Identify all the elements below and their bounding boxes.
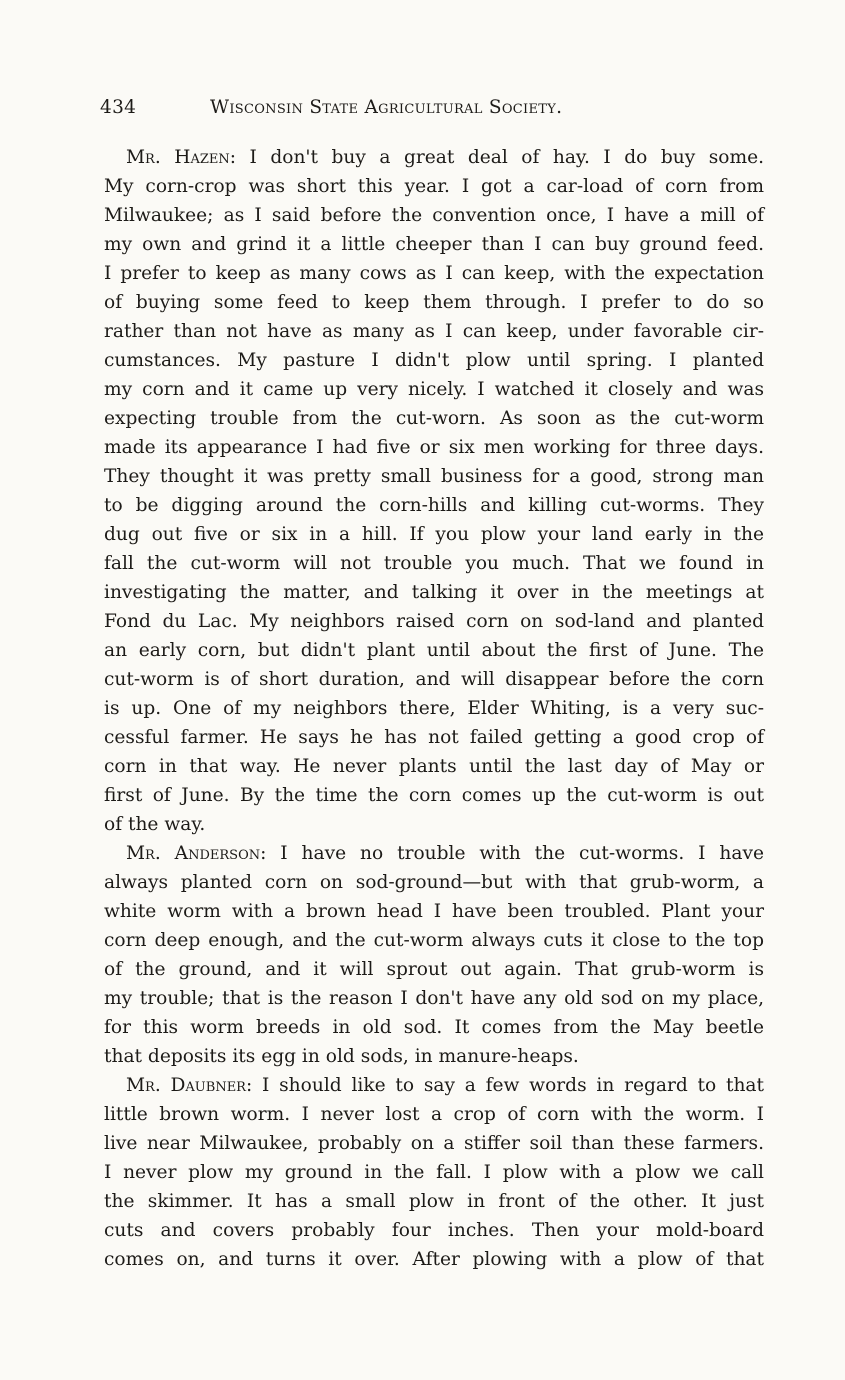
line-text: little brown worm. I never lost a crop of corn with the worm. I: [104, 1104, 764, 1125]
line-text: corn in that way. He never plants until the last day of May or: [104, 756, 764, 777]
line-text: my own and grind it a little cheeper than I can buy ground feed.: [104, 234, 764, 255]
text-line: [104, 172, 764, 201]
text-line: [104, 723, 764, 752]
line-text: is up. One of my neighbors there, Elder Whiting, is a very suc-: [104, 698, 764, 719]
line-text: I prefer to keep as many cows as I can keep, with the expectation: [104, 263, 764, 284]
line-text: : I don't buy a great deal of hay. I do buy some.: [229, 147, 764, 168]
text-line: [104, 462, 764, 491]
text-line: [104, 520, 764, 549]
line-text: My corn-crop was short this year. I got a car-load of corn from: [104, 176, 764, 197]
text-line: [104, 404, 764, 433]
line-text: cut-worm is of short duration, and will disappear before the corn: [104, 669, 764, 690]
text-line: [104, 346, 764, 375]
text-line: [104, 1245, 764, 1274]
line-text: of buying some feed to keep them through. I prefer to do so: [104, 292, 764, 313]
text-line: [104, 781, 764, 810]
line-text: my trouble; that is the reason I don't have any old sod on my place,: [104, 988, 764, 1009]
line-text: to be digging around the corn-hills and killing cut-worms. They: [104, 495, 764, 516]
text-line: [104, 984, 764, 1013]
line-text: always planted corn on sod-ground—but with that grub-worm, a: [104, 872, 764, 893]
speaker-name: Mr. Anderson: [126, 843, 261, 864]
text-line: [104, 607, 764, 636]
text-line: [104, 1187, 764, 1216]
line-text: I never plow my ground in the fall. I plow with a plow we call: [104, 1162, 764, 1183]
text-line: [104, 549, 764, 578]
line-text: Fond du Lac. My neighbors raised corn on sod-land and planted: [104, 611, 764, 632]
text-line: [104, 433, 764, 462]
line-text: comes on, and turns it over. After plowing with a plow of that: [104, 1249, 764, 1270]
line-text: for this worm breeds in old sod. It comes from the May beetle: [104, 1017, 764, 1038]
line-text: rather than not have as many as I can keep, under favorable cir-: [104, 321, 764, 342]
text-line: [104, 1042, 764, 1071]
line-text: cumstances. My pasture I didn't plow until spring. I planted: [104, 350, 764, 371]
text-line: [104, 259, 764, 288]
line-text: They thought it was pretty small business for a good, strong man: [104, 466, 764, 487]
line-text: of the way.: [104, 814, 206, 835]
line-text: cessful farmer. He says he has not failed getting a good crop of: [104, 727, 764, 748]
text-line: [104, 665, 764, 694]
text-line: [104, 752, 764, 781]
line-text: cuts and covers probably four inches. Then your mold-board: [104, 1220, 764, 1241]
text-line: [104, 1158, 764, 1187]
line-text: live near Milwaukee, probably on a stiffer soil than these farmers.: [104, 1133, 764, 1154]
text-line: [104, 897, 764, 926]
running-title: Wisconsin State Agricultural Society.: [210, 97, 563, 118]
speaker-name: Mr. Daubner: [126, 1075, 246, 1096]
text-line: [104, 317, 764, 346]
text-line: [104, 201, 764, 230]
line-text: expecting trouble from the cut-worn. As soon as the cut-worm: [104, 408, 764, 429]
line-text: : I have no trouble with the cut-worms. I have: [260, 843, 765, 864]
text-line: [104, 375, 764, 404]
text-line: [104, 1013, 764, 1042]
page-header: [100, 97, 760, 118]
text-line: [104, 1071, 764, 1100]
page-number: 434: [100, 97, 137, 118]
text-line: [104, 1100, 764, 1129]
text-line: [104, 230, 764, 259]
text-line: [104, 1129, 764, 1158]
line-text: investigating the matter, and talking it over in the meetings at: [104, 582, 764, 603]
text-line: [104, 288, 764, 317]
line-text: the skimmer. It has a small plow in front of the other. It just: [104, 1191, 764, 1212]
line-text: white worm with a brown head I have been troubled. Plant your: [104, 901, 764, 922]
text-line: [104, 868, 764, 897]
line-text: an early corn, but didn't plant until about the first of June. The: [104, 640, 764, 661]
text-line: [104, 1216, 764, 1245]
text-line: [104, 926, 764, 955]
text-line: [104, 810, 764, 839]
line-text: fall the cut-worm will not trouble you much. That we found in: [104, 553, 764, 574]
line-text: that deposits its egg in old sods, in manure-heaps.: [104, 1046, 579, 1067]
text-line: [104, 491, 764, 520]
text-line: [104, 955, 764, 984]
line-text: of the ground, and it will sprout out again. That grub-worm is: [104, 959, 764, 980]
line-text: Milwaukee; as I said before the convention once, I have a mill of: [104, 205, 764, 226]
text-line: [104, 143, 764, 172]
line-text: made its appearance I had five or six men working for three days.: [104, 437, 764, 458]
line-text: corn deep enough, and the cut-worm always cuts it close to the top: [104, 930, 764, 951]
line-text: my corn and it came up very nicely. I watched it closely and was: [104, 379, 764, 400]
line-text: dug out five or six in a hill. If you plow your land early in the: [104, 524, 764, 545]
speaker-name: Mr. Hazen: [126, 147, 230, 168]
text-line: [104, 694, 764, 723]
body-text: [104, 143, 764, 1274]
text-line: [104, 578, 764, 607]
text-line: [104, 839, 764, 868]
text-line: [104, 636, 764, 665]
line-text: : I should like to say a few words in regard to that: [245, 1075, 764, 1096]
line-text: first of June. By the time the corn comes up the cut-worm is out: [104, 785, 764, 806]
